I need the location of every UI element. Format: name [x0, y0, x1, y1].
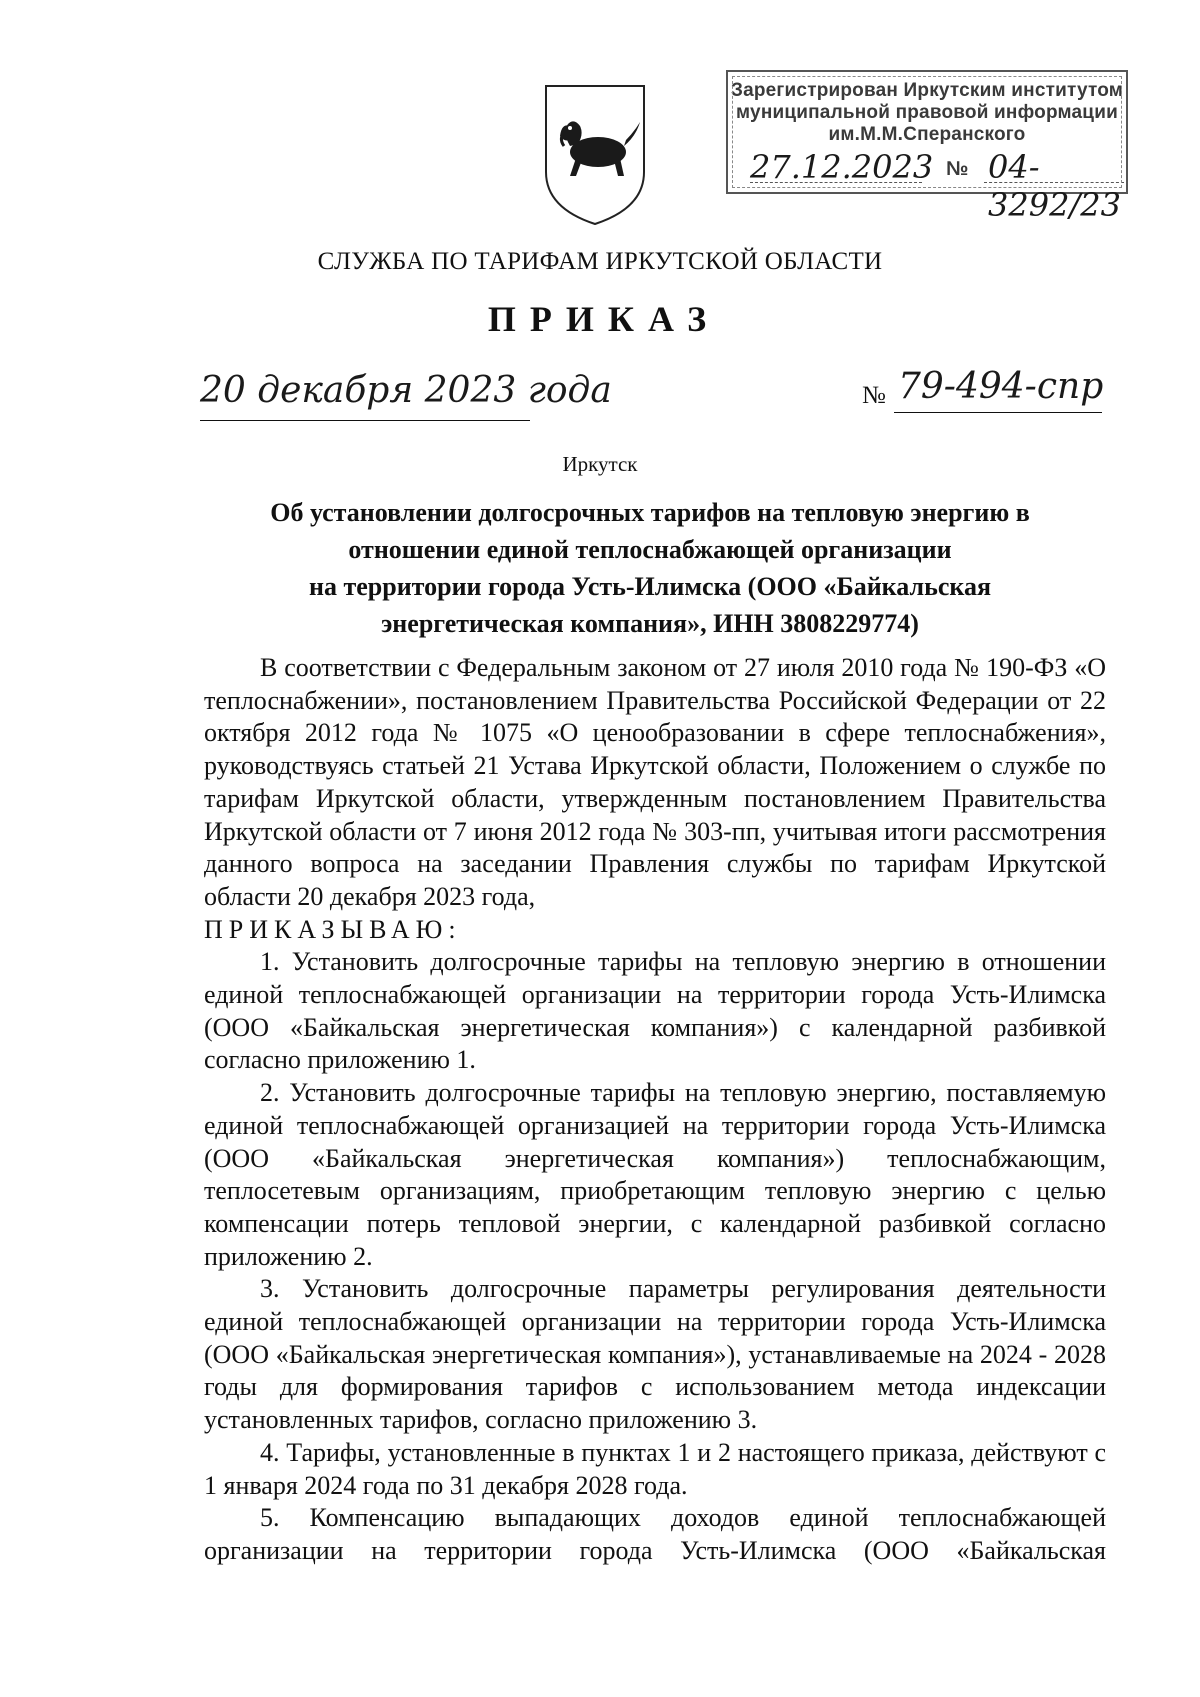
- stamp-line-1: Зарегистрирован Иркутским институтом: [730, 80, 1124, 101]
- order-number-label: №: [862, 382, 886, 409]
- order-number-handwritten: 79-494-спр: [898, 366, 1104, 407]
- stamp-date-underline: [750, 182, 922, 183]
- stamp-line-2: муниципальной правовой информации: [736, 102, 1118, 123]
- order-item-5: 5. Компенсацию выпадающих доходов единой теплоснабжающей организации на территории города Усть-Илимска (ООО «Байкальская: [204, 1503, 1106, 1565]
- stamp-number-handwritten: 04-3292/23: [988, 148, 1121, 224]
- order-item-4: 4. Тарифы, установленные в пунктах 1 и 2 настоящего приказа, действуют с 1 января 2024 года по 31 декабря 2028 года.: [204, 1437, 1106, 1500]
- coat-of-arms-emblem: [540, 80, 650, 228]
- stamp-number-label: №: [946, 158, 969, 180]
- preamble-paragraph: В соответствии с Федеральным законом от 27 июля 2010 года № 190-ФЗ «О теплоснабжении», постановлением Правительства Российской Федерации от 22 октября 2012 года № 1075 «О ценообразовании в сфере теплоснабжения», руководствуясь статьей 21 Устава Иркутской области, Положением о службе по тарифам Иркутской области, утвержденным постановлением Правительства Иркутской области от 7 июня 2012 года № 303-пп, учитывая итоги рассмотрения данного вопроса на заседании Правления службы по тарифам Иркутской области 20 декабря 2023 года,: [204, 653, 1106, 911]
- stamp-line-3: им.М.М.Сперанского: [828, 124, 1026, 145]
- registration-stamp: [726, 70, 1128, 224]
- subject-line: отношении единой теплоснабжающей организации: [348, 535, 952, 564]
- order-date-underline: [200, 420, 530, 421]
- subject-line: на территории города Усть-Илимска (ООО «Байкальская: [308, 572, 992, 601]
- order-body: [204, 652, 1106, 1568]
- organization-name: СЛУЖБА ПО ТАРИФАМ ИРКУТСКОЙ ОБЛАСТИ: [317, 248, 883, 275]
- stamp-registration-row: [750, 142, 1140, 224]
- stamp-date-handwritten: 27.12.2023: [750, 148, 934, 186]
- order-item-2: 2. Установить долгосрочные тарифы на тепловую энергию, поставляемую единой теплоснабжающей организацией на территории города Усть-Илимска (ООО «Байкальская энергетическая компания») теплоснабжающим, теплосетевым организациям, приобретающим тепловую энергию с целью компенсации потерь тепловой энергии, с календарной разбивкой согласно приложению 2.: [204, 1078, 1106, 1271]
- stamp-number-underline: [984, 182, 1124, 183]
- subject-line: энергетическая компания», ИНН 3808229774): [381, 609, 919, 638]
- command-word: ПРИКАЗЫВАЮ:: [204, 914, 462, 944]
- subject-line: Об установлении долгосрочных тарифов на тепловую энергию в: [270, 498, 1030, 527]
- city-name: Иркутск: [562, 452, 638, 476]
- document-type-title: ПРИКАЗ: [487, 299, 721, 339]
- order-date-handwritten: 20 декабря 2023 года: [200, 370, 612, 411]
- order-item-3: 3. Установить долгосрочные параметры регулирования деятельности единой теплоснабжающей организации на территории города Усть-Илимска (ООО «Байкальская энергетическая компания»), устанавливаемые на 2024 - 2028 годы для формирования тарифов с использованием метода индексации установленных тарифов, согласно приложению 3.: [204, 1274, 1106, 1435]
- order-item-1: 1. Установить долгосрочные тарифы на тепловую энергию в отношении единой теплоснабжающей организации на территории города Усть-Илимска (ООО «Байкальская энергетическая компания») с календарной разбивкой согласно приложению 1.: [204, 947, 1106, 1075]
- order-subject: [200, 494, 1100, 642]
- order-number-underline: [894, 412, 1102, 413]
